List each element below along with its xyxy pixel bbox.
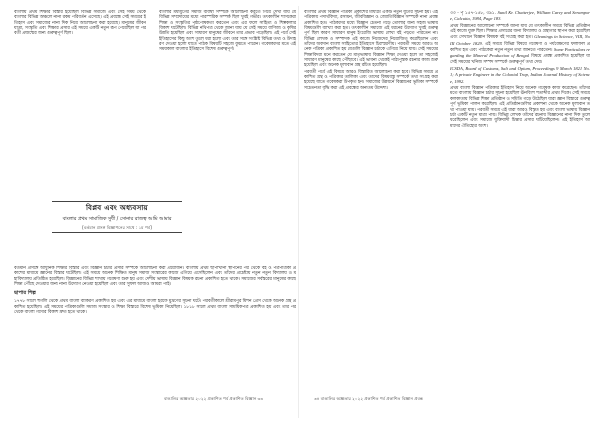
footnote	[450, 10, 590, 23]
right-page	[304, 10, 590, 414]
paragraph: বর্তমান প্রসঙ্গে আধুনিক শিক্ষার বিস্তার এবং বিজ্ঞান চর্চার প্রসার সম্পর্কে আলোচনা করা প্রয়োজন। বাংলায় প্রথম ছাপাখানা স্থাপনের পর থেকে বই ও পত্রপত্রিকা প্রকাশের মাধ্যমে জ্ঞানের বিস্তার ঘটেছিল। এই সময়ে অনেক শিক্ষিত মানুষ সমাজ সংস্কারের কাজে এগিয়ে এসেছিলেন এবং তাঁদের প্রচেষ্টায় নতুন নতুন বিদ্যালয় ও মহাবিদ্যালয় প্রতিষ্ঠিত হয়েছিল। বিজ্ঞানের বিভিন্ন শাখায় গবেষণা শুরু হয় এবং দেশীয় ভাষায় বিজ্ঞান বিষয়ক রচনা প্রকাশিত হতে থাকে। সমাজের সর্বস্তরের মানুষের কাছে শিক্ষা পৌঁছে দেওয়ার জন্য নানা উদ্যোগ নেওয়া হয়েছিল এবং তার সুফল আজও আমরা পাই।	[14, 266, 296, 288]
paragraph-text: এই সময়ে বিভিন্ন বিষয়ে গবেষণা ও পর্যবেক্ষণের ফলাফল প্রকাশিত হত এবং পাঠকেরা নতুন নতুন তথ্য জানতে পারতেন।	[450, 41, 590, 54]
right-page-column-1	[304, 10, 438, 384]
left-page-body	[14, 266, 296, 390]
article-byline: বাংলার প্রথম সামাজিক সুধী / সোনার রাজত্ব আমি আমার	[62, 217, 172, 222]
citation: Some Particulars regarding the Mineral Production of Bengal	[450, 47, 590, 59]
paragraph: বাংলায় প্রথম শিক্ষার বিস্তার হয়েছিল বিভিন্ন সমাজে এবং সেই সময় থেকে বাংলার বিভিন্ন অঞ্চলে নানা রকম পরিবর্তন এসেছে। এই প্রবন্ধে সেই সময়ের ইতিহাস এবং সমাজের নানা দিক নিয়ে আলোচনা করা হয়েছে। মানুষের জীবনযাত্রা, সংস্কৃতি এবং শিক্ষার প্রসার এই সময়ে একটি নতুন রূপ পেয়েছিল যা পরবর্তী প্রজন্মের জন্য গুরুত্বপূর্ণ ছিল।	[14, 10, 146, 37]
paragraph-text: বিষয়ে প্রবন্ধ প্রকাশিত হয়েছিল যা সেই সময়ের খনিজ সম্পদ সম্পর্কে গুরুত্বপূর্ণ তথ্য দেয়।	[450, 54, 590, 65]
article-title: বিপ্লব এবং অধ্যবসায়	[86, 204, 148, 212]
left-page	[14, 10, 296, 414]
paragraph: বাংলার প্রথম বিজ্ঞান পত্রিকা প্রকাশের মাধ্যমে একটি নতুন যুগের সূচনা হয়। এই পত্রিকায় পদার্থবিদ্যা, রসায়ন, জীববিজ্ঞান ও জ্যোতির্বিজ্ঞান সম্পর্কে নানা প্রবন্ধ প্রকাশিত হত। পাঠকদের মধ্যে বিজ্ঞান চেতনা গড়ে তোলার জন্য সহজ ভাষায় বিষয়গুলি ব্যাখ্যা করা হত। তৎকালীন সমাজে এই ধরনের উদ্যোগ খুবই গুরুত্বপূর্ণ ছিল কারণ সাধারণ মানুষ ইংরেজি ভাষায় লেখা বই পড়তে পারতেন না। বিভিন্ন লেখক ও সম্পাদক এই কাজে নিজেদের নিয়োজিত করেছিলেন এবং তাঁদের অবদান বাংলা সাহিত্যের ইতিহাসে চিরস্মরণীয়। পরবর্তী সময়ে আরও অনেক পত্রিকা প্রকাশিত হয় যেগুলি বিজ্ঞান চর্চাকে এগিয়ে নিয়ে যায়। সেই সময়ের শিক্ষাবিদরা মনে করতেন যে মাতৃভাষায় বিজ্ঞান শিক্ষা দেওয়া হলে তা সহজেই সাধারণ মানুষের কাছে পৌঁছাবে। এই ভাবনা থেকেই পাঠ্যপুস্তক রচনার কাজ শুরু হয়েছিল এবং অনেক মূল্যবান গ্রন্থ রচিত হয়েছিল।	[304, 10, 438, 69]
footnote	[450, 66, 590, 85]
paragraph: প্রথম বাংলা বিজ্ঞান পত্রিকার ইতিহাস নিয়ে অনেক গবেষক কাজ করেছেন। তাঁদের মতে বাংলায় বিজ্ঞান চর্চার সূচনা হয়েছিল ঊনবিংশ শতাব্দীর প্রথম দিকে। সেই সময়ে কলকাতায় বিভিন্ন শিক্ষা প্রতিষ্ঠান ও সমিতি গড়ে উঠেছিল যারা জ্ঞান বিস্তারে গুরুত্বপূর্ণ ভূমিকা পালন করেছিল। এই প্রতিষ্ঠানগুলির প্রকাশনা থেকে অনেক মূল্যবান তথ্য পাওয়া যায়। পরবর্তী সময়ে এই ধারা আরও বিস্তৃত হয় এবং বাংলা ভাষায় বিজ্ঞান চর্চা একটি নতুন মাত্রা পায়। বিভিন্ন লেখক তাঁদের রচনায় বিজ্ঞানের নানা দিক তুলে ধরেছিলেন এবং সমাজে যুক্তিবাদী চিন্তার প্রসার ঘটিয়েছিলেন। এই ইতিহাস আমাদের ঐতিহ্যের অংশ।	[450, 86, 590, 129]
paragraph-text: প্রথম বিজ্ঞানের আলোচনা সম্পর্কে জানা যায় যে তৎকালীন সময়ে বিভিন্ন প্রতিষ্ঠান এই কাজে যুক্ত ছিল। শিক্ষার প্রসারের জন্য বিদ্যালয় ও গ্রন্থাগার স্থাপন করা হয়েছিল এবং সেখানে বিজ্ঞান বিষয়ক বই সংগ্রহ করা হত।	[450, 23, 590, 41]
left-page-column-1	[14, 10, 146, 186]
right-page-column-2	[450, 10, 590, 384]
paragraph: বাংলার মধ্যযুগের সমাজ ব্যবস্থা সম্পর্কে আলোচনা করতে গিয়ে দেখা যায় যে বিভিন্ন সম্প্রদায়ের মধ্যে পারস্পরিক সম্পর্ক ছিল খুবই গভীর। তৎকালীন শাসকেরা শিক্ষা ও সংস্কৃতির পৃষ্ঠপোষকতা করতেন এবং এর ফলে সাহিত্য ও শিল্পকলার বিকাশ ঘটেছিল। বিভিন্ন নথিপত্র থেকে জানা যায় যে সেই সময়ে বাণিজ্য ও কৃষির উন্নতি হয়েছিল এবং সাধারণ মানুষের জীবনে তার প্রভাব পড়েছিল। এই পর্বে সেই ইতিহাসের কিছু অংশ তুলে ধরা হলো এবং তার সঙ্গে সংশ্লিষ্ট বিভিন্ন তথ্য ও উদাহরণ দেওয়া হলো যাতে পাঠক বিষয়টি সহজে বুঝতে পারেন। গবেষকদের মতে এই সময়কাল বাংলার ইতিহাসে বিশেষ গুরুত্বপূর্ণ।	[159, 10, 296, 53]
page-footer: ৩৪ বাঙালির অজ্ঞতার ২০২২ প্রকাশিত পর্ব প্রকাশিত বিজ্ঞান প্রবন্ধ	[314, 396, 424, 401]
footnote-citation: ICSDA, Board of Customs, Salt and Opium, Proceedings 9 March 1821 No.1; A private Engineer in the Colonial Trap, Indian Journal History of Science, 1992.	[450, 66, 590, 84]
article-heading	[52, 201, 182, 233]
page-footer: বাঙালির অজ্ঞতার ২০২২ প্রকাশিত পর্ব প্রকাশিত বিজ্ঞান ৩৩	[164, 396, 263, 401]
paragraph	[450, 24, 590, 65]
section-heading: ছাপার শিল্প	[14, 290, 36, 297]
paragraph: ১৭৭৮ সালে হুগলি থেকে প্রথম বাংলা ব্যাকরণ প্রকাশিত হয় এবং এর মাধ্যমে বাংলা হরফে মুদ্রণের সূচনা ঘটে। পরবর্তীকালে শ্রীরামপুর মিশন প্রেস থেকে অনেক গ্রন্থ প্রকাশিত হয়েছিল। এই সময়ের পত্রিকাগুলি সমাজ সংস্কার ও শিক্ষা বিস্তারে বিশেষ ভূমিকা নিয়েছিল। ১৮১৮ সালে প্রথম বাংলা সাময়িকপত্র প্রকাশিত হয় এবং তার পর থেকে বাংলা গদ্যের বিকাশ দ্রুত হতে থাকে।	[14, 299, 296, 316]
divider	[52, 232, 182, 233]
footnote-citation: Sunil Kr. Chatterjee, William Carey and Serampore, Calcutta, 1984, Page 183.	[450, 10, 590, 22]
citation: Gleanings in Science, VIII, No III October 1829.	[450, 34, 590, 46]
footnote-text: ৩৩ - পৃ ১৫৭-১৫৮, ৩৯১.	[450, 11, 496, 16]
page-gutter	[298, 6, 299, 418]
paragraph: পরবর্তী পর্বে এই বিষয়ে আরও বিস্তারিত আলোচনা করা হবে। বিভিন্ন সময়ে প্রকাশিত গ্রন্থ ও পত্রিকার তালিকা এবং তাদের বিষয়বস্তু সম্পর্কে তথ্য সংগ্রহ করা হয়েছে যাতে গবেষকরা উপকৃত হন। সমাজের উন্নয়নে বিজ্ঞানের ভূমিকা সম্পর্কে সচেতনতা বৃদ্ধি করা এই প্রবন্ধের অন্যতম উদ্দেশ্য।	[304, 69, 438, 91]
article-note: [বর্তমান প্রসঙ্গ বিজ্ঞাপনের সাথে : ১ম পর্ব]	[82, 225, 152, 230]
